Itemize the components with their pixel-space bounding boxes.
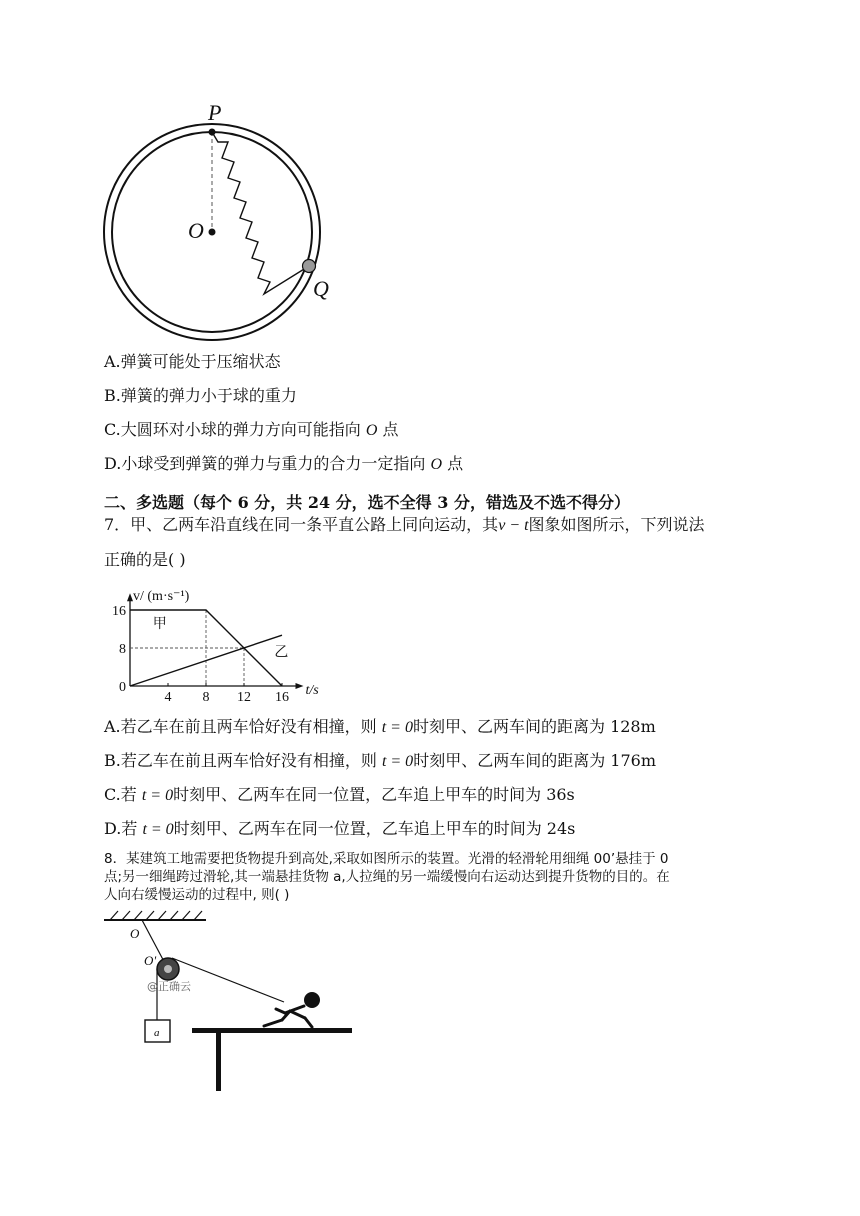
q7-option-a: A.若乙车在前且两车恰好没有相撞，则 t = 0时刻甲、乙两车间的距离为 128m	[104, 717, 656, 736]
q6-option-c: C.大圆环对小球的弹力方向可能指向 O 点	[104, 420, 399, 439]
platform-leg	[216, 1033, 221, 1091]
q8-stem-line2: 点;另一细绳跨过滑轮,其一端悬挂货物 a,人拉绳的另一端缓慢向右运动达到提升货物的目的。在	[104, 869, 670, 885]
q7-stem-line2: 正确的是( )	[104, 550, 186, 569]
pulley-hub	[164, 965, 172, 973]
point-p	[209, 129, 216, 136]
q7-option-d: D.若 t = 0时刻甲、乙两车在同一位置，乙车追上甲车的时间为 24s	[104, 819, 576, 838]
series-label-jia: 甲	[152, 616, 167, 633]
x-axis-arrow	[296, 683, 304, 689]
q7-stem-line1: 7．甲、乙两车沿直线在同一条平直公路上同向运动，其v − t图象如图所示，下列说法	[104, 515, 705, 534]
ring-spring-figure	[100, 98, 350, 343]
watermark: @正确云	[147, 980, 191, 993]
q7-option-b: B.若乙车在前且两车恰好没有相撞，则 t = 0时刻甲、乙两车间的距离为 176m	[104, 751, 656, 770]
y-tick-label: 0	[119, 680, 126, 695]
x-axis-label: t/s	[305, 683, 319, 698]
x-tick-label: 12	[237, 690, 251, 702]
pulley-figure	[100, 910, 360, 1095]
label-o-prime: O'	[144, 953, 157, 968]
q8-stem-line3: 人向右缓慢运动的过程中, 则( )	[104, 887, 290, 903]
q7-option-c: C.若 t = 0时刻甲、乙两车在同一位置，乙车追上甲车的时间为 36s	[104, 785, 575, 804]
q8-stem-line1: 8．某建筑工地需要把货物提升到高处,采取如图所示的装置。光滑的轻滑轮用细绳 00’悬挂于 0	[104, 851, 669, 867]
vt-chart	[98, 582, 348, 702]
label-p: P	[208, 100, 222, 125]
y-axis-label: v/ (m·s⁻¹)	[133, 589, 190, 604]
label-q: Q	[313, 276, 329, 301]
x-tick-label: 8	[202, 690, 210, 702]
label-o: O	[130, 926, 140, 941]
q6-option-b: B.弹簧的弹力小于球的重力	[104, 386, 297, 405]
ball-q	[303, 260, 316, 273]
section-title: 二、多选题（每个 6 分，共 24 分，选不全得 3 分，错选及不选不得分）	[104, 493, 630, 512]
spring	[212, 132, 309, 294]
x-tick-label: 16	[275, 690, 289, 702]
q6-option-d: D.小球受到弹簧的弹力与重力的合力一定指向 O 点	[104, 454, 464, 473]
label-a: a	[154, 1027, 160, 1039]
series-label-yi: 乙	[274, 644, 289, 661]
y-tick-label: 16	[112, 604, 126, 619]
y-tick-label: 8	[119, 642, 126, 657]
platform	[192, 1028, 352, 1033]
ceiling-hatch	[110, 911, 202, 920]
label-o: O	[188, 218, 204, 243]
center-point	[209, 229, 216, 236]
q6-option-a: A.弹簧可能处于压缩状态	[104, 352, 281, 371]
x-tick-label: 4	[164, 690, 172, 702]
